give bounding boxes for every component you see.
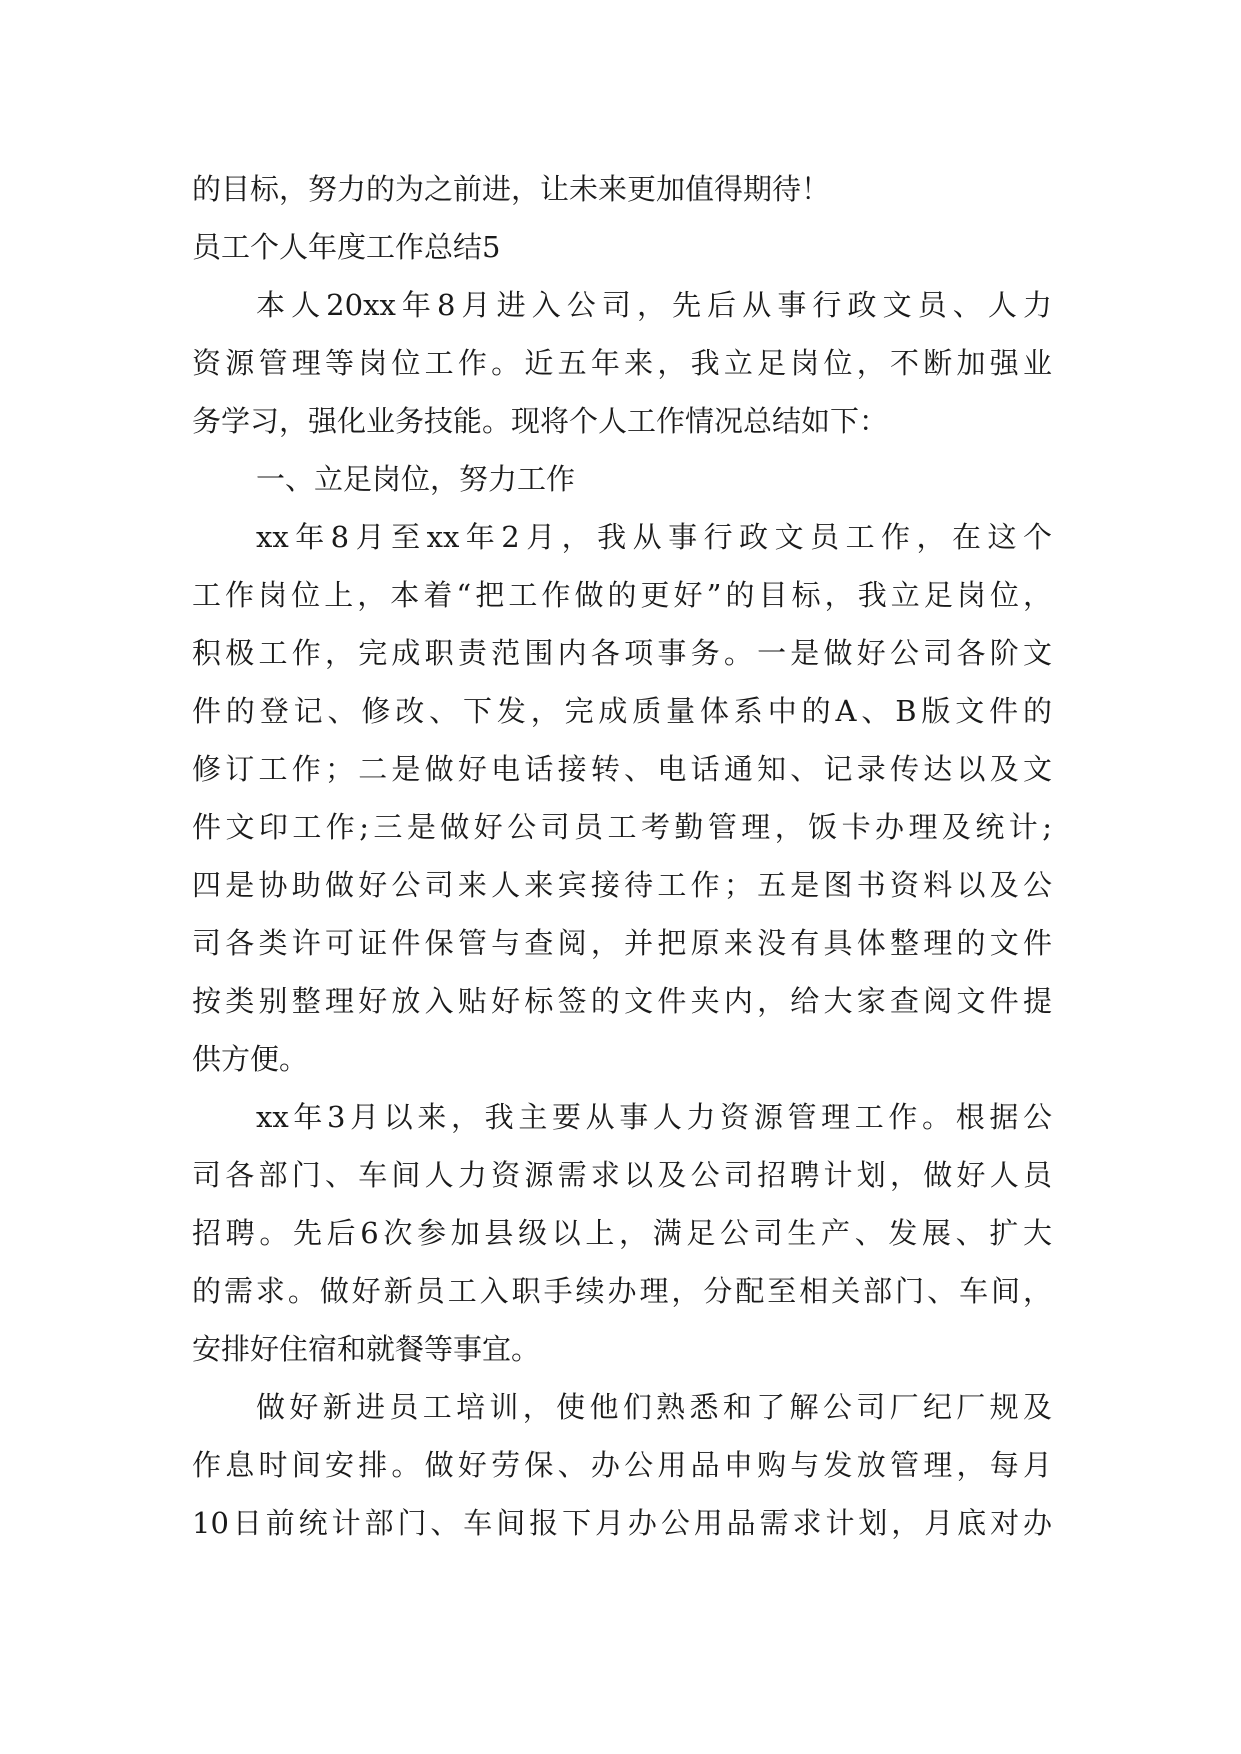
text-line: 工作岗位上，本着“把工作做的更好”的目标，我立足岗位， xyxy=(192,578,1052,612)
text-line: 四是协助做好公司来人来宾接待工作；五是图书资料以及公 xyxy=(192,868,1052,902)
text-line: 的目标，努力的为之前进，让未来更加值得期待！ xyxy=(192,172,831,206)
text-line: 资源管理等岗位工作。近五年来，我立足岗位，不断加强业 xyxy=(192,346,1052,380)
text-line: 件文印工作;三是做好公司员工考勤管理，饭卡办理及统计; xyxy=(192,810,1052,844)
text-line: 做好新进员工培训，使他们熟悉和了解公司厂纪厂规及 xyxy=(256,1390,1052,1424)
text-line: 的需求。做好新员工入职手续办理，分配至相关部门、车间， xyxy=(192,1274,1052,1308)
text-line: 按类别整理好放入贴好标签的文件夹内，给大家查阅文件提 xyxy=(192,984,1052,1018)
text-line: xx年8月至xx年2月，我从事行政文员工作，在这个 xyxy=(256,520,1052,554)
text-line: 件的登记、修改、下发，完成质量体系中的A、B版文件的 xyxy=(192,694,1052,728)
text-line: 招聘。先后6次参加县级以上，满足公司生产、发展、扩大 xyxy=(192,1216,1052,1250)
text-line: 司各类许可证件保管与查阅，并把原来没有具体整理的文件 xyxy=(192,926,1052,960)
text-line: xx年3月以来，我主要从事人力资源管理工作。根据公 xyxy=(256,1100,1052,1134)
document-body xyxy=(192,160,1052,1552)
text-line: 供方便。 xyxy=(192,1042,309,1076)
text-line: 安排好住宿和就餐等事宜。 xyxy=(192,1332,541,1366)
text-line: 作息时间安排。做好劳保、办公用品申购与发放管理，每月 xyxy=(192,1448,1052,1482)
text-line: 务学习，强化业务技能。现将个人工作情况总结如下： xyxy=(192,404,889,438)
text-line: 积极工作，完成职责范围内各项事务。一是做好公司各阶文 xyxy=(192,636,1052,670)
text-line: 司各部门、车间人力资源需求以及公司招聘计划，做好人员 xyxy=(192,1158,1052,1192)
text-line: 一、立足岗位，努力工作 xyxy=(256,462,576,496)
section-heading: 员工个人年度工作总结5 xyxy=(192,230,501,264)
text-line: 10日前统计部门、车间报下月办公用品需求计划，月底对办 xyxy=(192,1506,1052,1540)
text-line: 修订工作；二是做好电话接转、电话通知、记录传达以及文 xyxy=(192,752,1052,786)
text-line: 本人20xx年8月进入公司，先后从事行政文员、人力 xyxy=(256,288,1052,322)
